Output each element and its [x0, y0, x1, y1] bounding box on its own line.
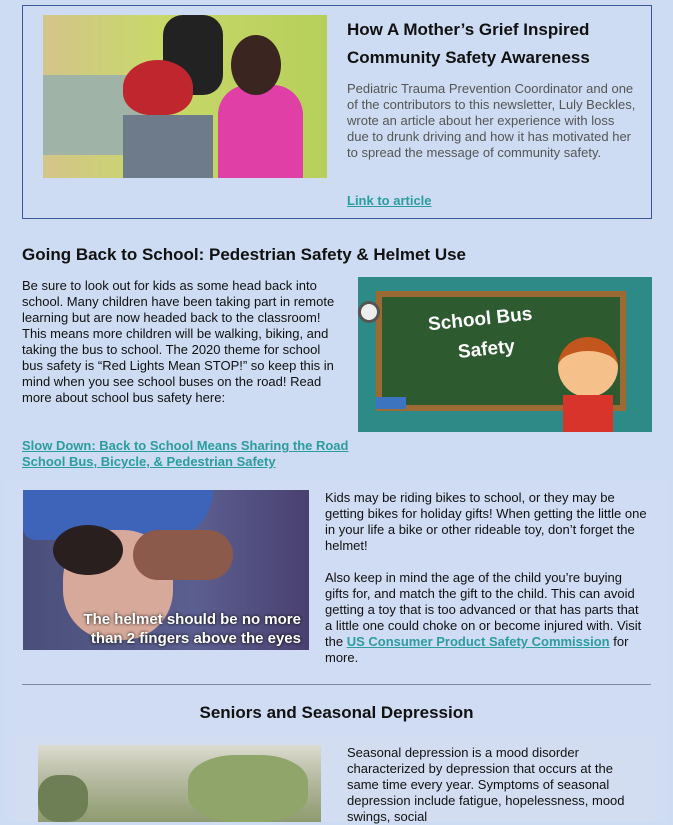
helmet-text-2-start: Also keep in mind the age of the child you’re buying gifts for, and match the gift to the child. This can avoid getting a toy that is too advanced or that has parts that a little one could choke on or become injured with. Visit the	[325, 570, 642, 649]
article-summary: Pediatric Trauma Prevention Coordinator and one of the contributors to this newsletter, Luly Beckles, wrote an article about her experience with loss due to drunk driving and how it has motivated her to spread the message of community safety.	[347, 81, 636, 160]
mother-helmet-photo	[43, 15, 327, 178]
seniors-photo	[38, 745, 321, 822]
section-title-seniors: Seniors and Seasonal Depression	[199, 703, 474, 722]
helmet-text-2	[325, 570, 647, 666]
article-title: How A Mother’s Grief Inspired Community Safety Awareness	[347, 20, 590, 67]
chalkboard-text-2: Safety	[457, 336, 516, 363]
photo-caption-1: The helmet should be no more	[83, 611, 301, 628]
school-bus-safety-image	[358, 277, 652, 432]
section-divider	[22, 684, 651, 685]
link-school-bus-safety[interactable]: School Bus, Bicycle, & Pedestrian Safety	[22, 454, 276, 469]
chalkboard-text-1: School Bus	[427, 303, 534, 336]
helmet-fit-photo	[23, 490, 309, 650]
back-to-school-text: Be sure to look out for kids as some head back into school. Many children have been taking part in remote learning but are now headed back to the classroom! This means more children will be walking, biking, and taking the bus to school. The 2020 theme for school bus safety is “Red Lights Mean STOP!” so keep this in mind when you see school buses on the road! Read more about school bus safety here:	[22, 278, 335, 405]
photo-caption-2: than 2 fingers above the eyes	[90, 630, 301, 647]
link-to-article[interactable]: Link to article	[347, 193, 432, 208]
helmet-text-1: Kids may be riding bikes to school, or they may be getting bikes for holiday gifts! When getting the little one in your life a bike or other rideable toy, don’t forget the helmet!	[325, 490, 647, 553]
helmet-text-2-end: for more.	[325, 634, 629, 665]
link-cpsc[interactable]: US Consumer Product Safety Commission	[346, 634, 610, 649]
section-title-back-to-school: Going Back to School: Pedestrian Safety & Helmet Use	[22, 245, 467, 264]
link-slow-down[interactable]: Slow Down: Back to School Means Sharing the Road	[22, 438, 349, 453]
seniors-text: Seasonal depression is a mood disorder characterized by depression that occurs at the same time every year. Symptoms of seasonal depression include fatigue, hopelessness, mood swings, social	[347, 745, 625, 824]
